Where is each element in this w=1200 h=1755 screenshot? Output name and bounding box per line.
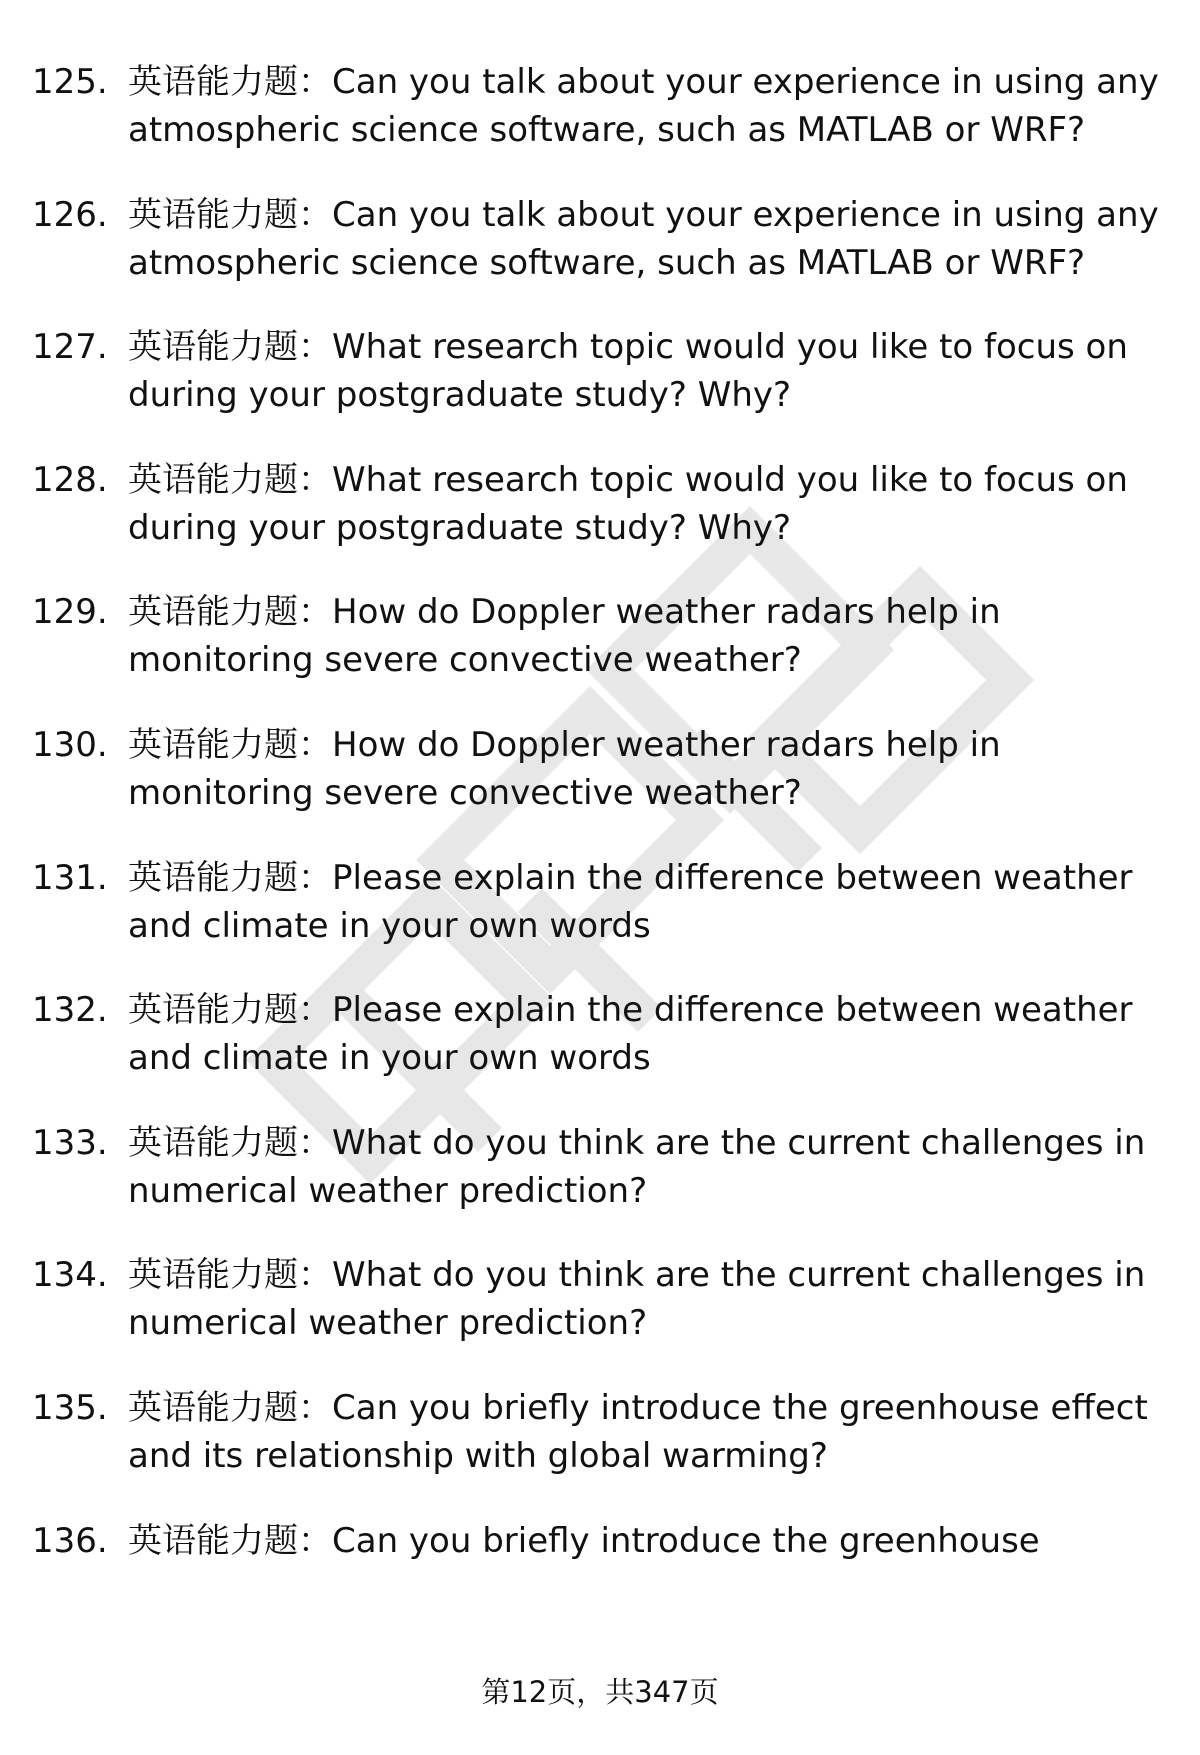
question-number: 127. bbox=[32, 327, 108, 368]
question-item bbox=[0, 456, 1200, 589]
question-body bbox=[128, 721, 1176, 817]
question-text: Can you briefly introduce the greenhouse bbox=[332, 1520, 1040, 1561]
question-number: 134. bbox=[32, 1255, 108, 1296]
question-item bbox=[0, 323, 1200, 456]
question-prefix: 英语能力题： bbox=[128, 592, 332, 633]
question-prefix: 英语能力题： bbox=[128, 459, 332, 500]
question-number: 132. bbox=[32, 990, 108, 1031]
question-number: 131. bbox=[32, 857, 108, 898]
question-number: 128. bbox=[32, 459, 108, 500]
question-number: 133. bbox=[32, 1122, 108, 1163]
question-body bbox=[128, 1251, 1176, 1347]
question-prefix: 英语能力题： bbox=[128, 194, 332, 235]
question-text: How do Doppler weather radars help in monitoring severe convective weather? bbox=[128, 592, 1001, 681]
question-number: 135. bbox=[32, 1387, 108, 1428]
question-item bbox=[0, 1251, 1200, 1384]
question-text: Can you briefly introduce the greenhouse effect and its relationship with global warming? bbox=[128, 1387, 1148, 1476]
question-list bbox=[0, 58, 1200, 1649]
question-prefix: 英语能力题： bbox=[128, 724, 332, 765]
question-item bbox=[0, 588, 1200, 721]
question-item bbox=[0, 854, 1200, 987]
question-item bbox=[0, 721, 1200, 854]
question-body bbox=[128, 854, 1176, 950]
question-text: How do Doppler weather radars help in monitoring severe convective weather? bbox=[128, 724, 1001, 813]
question-number: 125. bbox=[32, 62, 108, 102]
question-text: Can you talk about your experience in using any atmospheric science software, such as MATLAB or WRF? bbox=[128, 194, 1159, 283]
question-body bbox=[128, 1119, 1176, 1215]
question-text: What research topic would you like to focus on during your postgraduate study? Why? bbox=[128, 459, 1128, 548]
question-prefix: 英语能力题： bbox=[128, 1520, 332, 1561]
question-number: 136. bbox=[32, 1520, 108, 1561]
question-body bbox=[128, 1517, 1176, 1565]
question-number: 130. bbox=[32, 724, 108, 765]
question-item bbox=[0, 58, 1200, 191]
question-item bbox=[0, 1384, 1200, 1517]
question-text: What do you think are the current challenges in numerical weather prediction? bbox=[128, 1122, 1146, 1211]
question-body bbox=[128, 588, 1176, 684]
question-item bbox=[0, 191, 1200, 324]
question-prefix: 英语能力题： bbox=[128, 62, 332, 102]
question-prefix: 英语能力题： bbox=[128, 857, 332, 898]
question-text: What research topic would you like to focus on during your postgraduate study? Why? bbox=[128, 327, 1128, 416]
question-prefix: 英语能力题： bbox=[128, 1387, 332, 1428]
page-footer: 第12页，共347页 bbox=[481, 1675, 719, 1709]
question-body bbox=[128, 456, 1176, 552]
question-text: Can you talk about your experience in using any atmospheric science software, such as MATLAB or WRF? bbox=[128, 62, 1159, 150]
question-body bbox=[128, 986, 1176, 1082]
question-body bbox=[128, 191, 1176, 287]
question-prefix: 英语能力题： bbox=[128, 1255, 332, 1296]
question-number: 126. bbox=[32, 194, 108, 235]
question-prefix: 英语能力题： bbox=[128, 990, 332, 1031]
question-prefix: 英语能力题： bbox=[128, 1122, 332, 1163]
question-body bbox=[128, 1384, 1176, 1480]
question-item bbox=[0, 1517, 1200, 1650]
question-text: Please explain the difference between weather and climate in your own words bbox=[128, 857, 1133, 946]
question-prefix: 英语能力题： bbox=[128, 327, 332, 368]
question-text: Please explain the difference between weather and climate in your own words bbox=[128, 990, 1133, 1079]
question-item bbox=[0, 986, 1200, 1119]
question-text: What do you think are the current challenges in numerical weather prediction? bbox=[128, 1255, 1146, 1344]
question-item bbox=[0, 1119, 1200, 1252]
question-body bbox=[128, 323, 1176, 419]
question-body bbox=[128, 58, 1176, 154]
question-number: 129. bbox=[32, 592, 108, 633]
